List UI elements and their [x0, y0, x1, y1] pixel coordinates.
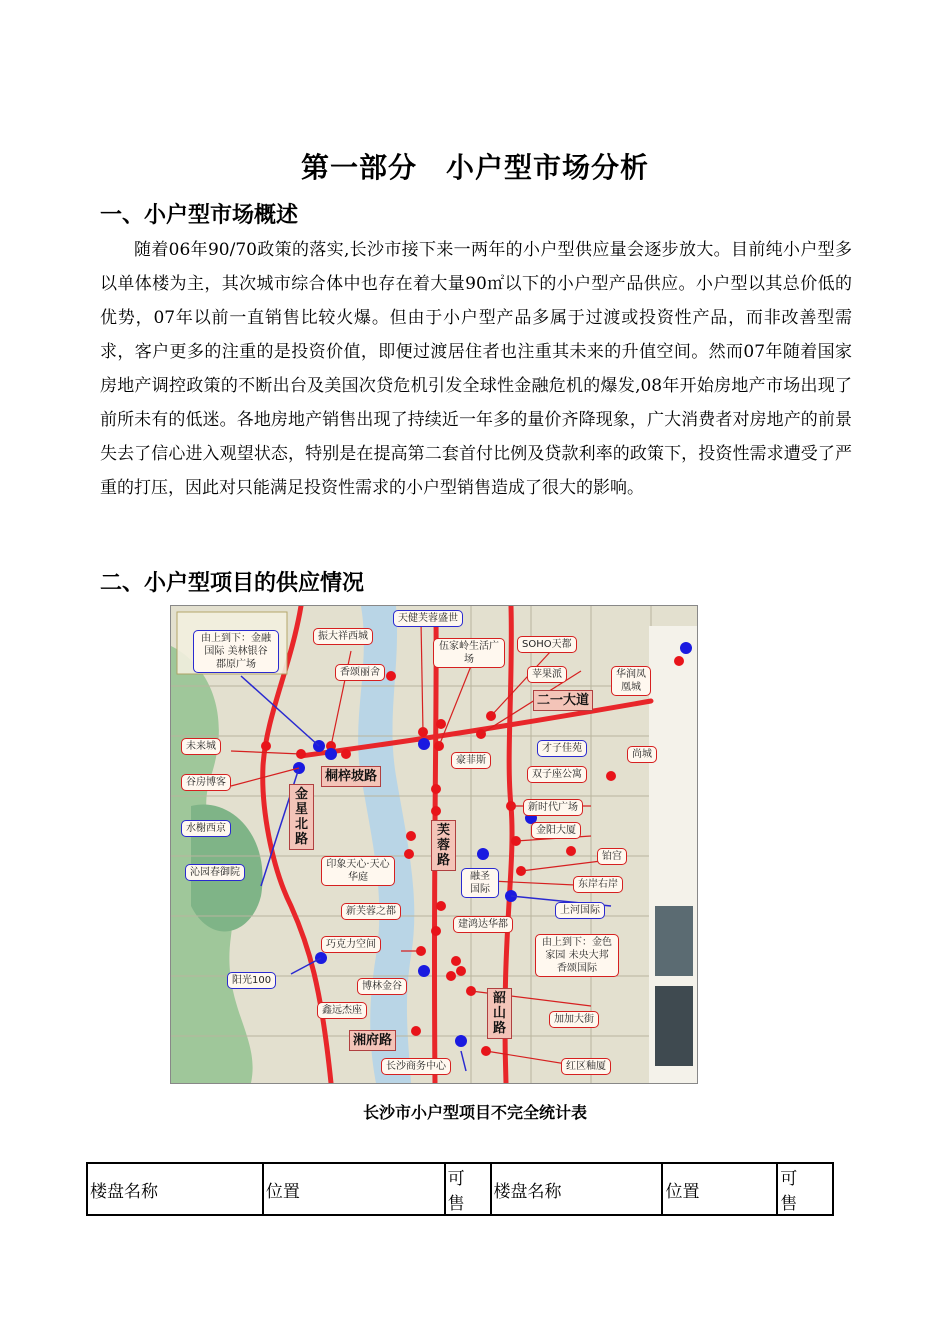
map-label-jianhongda: 建鸿达华都	[453, 916, 513, 933]
map-label-jinse: 由上到下：金色家园 未央大邦 香颂国际	[535, 934, 619, 977]
road-label-eryi: 二一大道	[533, 690, 593, 711]
project-stats-table	[86, 1162, 834, 1216]
map-label-apple: 苹果派	[527, 666, 567, 683]
map-label-bolin: 博林金谷	[357, 978, 407, 995]
map-label-huarun: 华润凤凰城	[611, 666, 651, 696]
table-header-row	[87, 1163, 833, 1215]
map-label-dongan: 东岸右岸	[573, 876, 623, 893]
map-label-xiangsong: 香颂丽舍	[335, 664, 385, 681]
map-label-xinshidai: 新时代广场	[523, 799, 583, 816]
map-label-rongsheng: 融圣国际	[461, 868, 499, 898]
road-label-tongzipo: 桐梓坡路	[321, 766, 381, 787]
page-title: 第一部分 小户型市场分析	[300, 151, 649, 184]
table-header-location: 位置	[662, 1163, 777, 1215]
table-header-available: 可 售	[777, 1163, 833, 1215]
map-label-financial-intl: 由上到下：金融国际 美林银谷 郡原广场	[193, 630, 279, 673]
map-caption: 长沙市小户型项目不完全统计表	[362, 1103, 587, 1122]
table-header-project-name: 楼盘名称	[87, 1163, 263, 1215]
map-label-qiaokeli: 巧克力空间	[321, 936, 381, 953]
section-heading-supply: 二、小户型项目的供应情况	[100, 571, 365, 596]
map-label-wujialing: 伍家岭生活广场	[433, 638, 505, 668]
road-label-xiangfu: 湘府路	[349, 1030, 396, 1051]
road-label-furong: 芙蓉路	[431, 820, 456, 871]
project-distribution-map	[170, 605, 698, 1084]
map-label-shanghe: 上河国际	[555, 902, 605, 919]
map-label-gufang: 谷房博客	[181, 774, 231, 791]
map-label-soho: SOHO天都	[517, 636, 577, 653]
map-label-tianjian: 天健芙蓉盛世	[393, 610, 463, 627]
map-label-shuangzi: 双子座公寓	[527, 766, 587, 783]
overview-paragraph: 随着06年90/70政策的落实,长沙市接下来一两年的小户型供应量会逐步放大。目前纯小户型多以单体楼为主，其次城市综合体中也存在着大量90㎡以下的小户型产品供应。小户型以其总价低的优势，07年以前一直销售比较火爆。但由于小户型产品多属于过渡或投资性产品，而非改善型需求，客户更多的注重的是投资价值，即便过渡居住者也注重其未来的升值空间。然而07年随着国家房地产调控政策的不断出台及美国次贷危机引发全球性金融危机的爆发,08年开始房地产市场出现了前所未有的低迷。各地房地产销售出现了持续近一年多的量价齐降现象，广大消费者对房地产的前景失去了信心进入观望状态，特别是在提高第二套首付比例及贷款利率的政策下，投资性需求遭受了严重的打压，因此对只能满足投资性需求的小户型销售造成了很大的影响。	[100, 240, 852, 498]
map-label-qinyuan: 沁园春御院	[185, 864, 245, 881]
map-label-jinyang: 金阳大厦	[531, 822, 581, 839]
map-label-xinyuan: 鑫远杰座	[317, 1002, 367, 1019]
map-label-hongqu: 红区釉厦	[561, 1058, 611, 1075]
map-label-changsha-business: 长沙商务中心	[381, 1058, 451, 1075]
map-label-yinxiang: 印象天心·天心华庭	[321, 856, 395, 886]
map-label-xinfurong: 新芙蓉之都	[341, 903, 401, 920]
table-header-available: 可 售	[445, 1163, 491, 1215]
road-label-jinxing: 金星北路	[289, 784, 314, 850]
road-label-shaoshan: 韶山路	[487, 988, 512, 1039]
map-label-future-city: 未来城	[181, 738, 221, 755]
map-label-zhendaxiang: 振大祥西城	[313, 628, 373, 645]
section-heading-overview: 一、小户型市场概述	[100, 203, 299, 228]
map-label-bogong: 铂宫	[597, 848, 627, 865]
map-label-shangcheng: 尚城	[627, 746, 657, 763]
map-label-jiajia: 加加大街	[549, 1011, 599, 1028]
table-header-project-name: 楼盘名称	[491, 1163, 663, 1215]
map-label-shuixie: 水榭西京	[181, 820, 231, 837]
map-label-yangguang: 阳光100	[227, 972, 276, 989]
map-label-haofeisi: 豪菲斯	[451, 752, 491, 769]
map-label-caizi: 才子佳苑	[537, 740, 587, 757]
table-header-location: 位置	[263, 1163, 445, 1215]
